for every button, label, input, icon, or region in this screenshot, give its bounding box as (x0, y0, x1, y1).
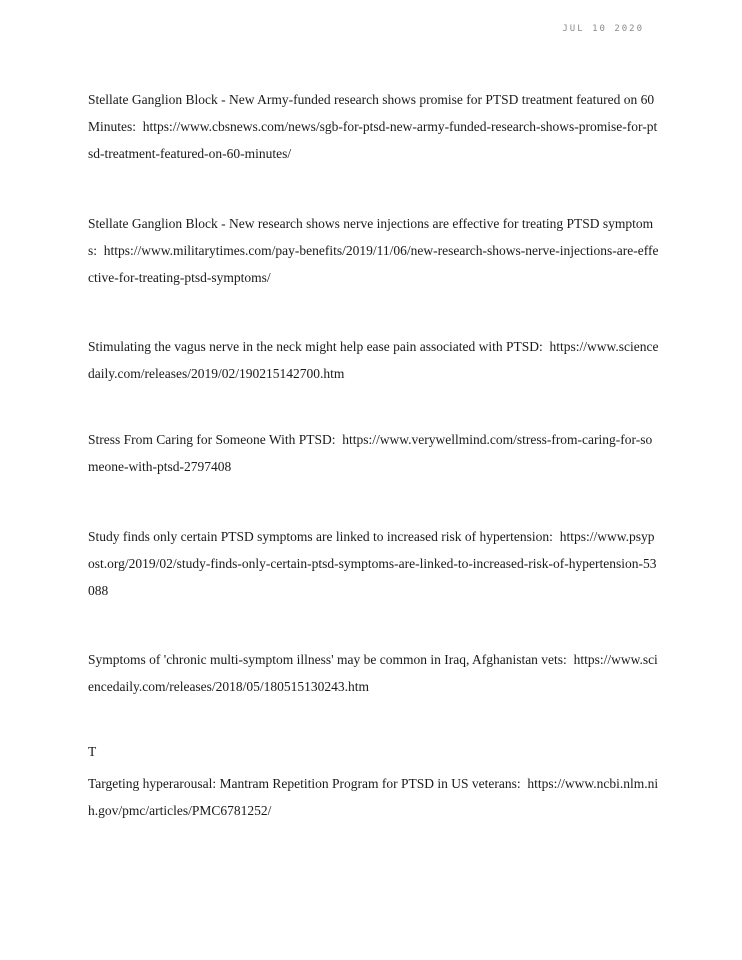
reference-title: Stimulating the vagus nerve in the neck might help ease pain associated with PTSD: (88, 339, 543, 354)
reference-link[interactable]: https://www.ncbi.nlm.nih.gov/pmc/articles/PMC6781252/ (88, 776, 659, 818)
reference-title: Stress From Caring for Someone With PTSD: (88, 432, 336, 447)
reference-link[interactable]: https://www.psypost.org/2019/02/study-finds-only-certain-ptsd-symptoms-are-linked-to-increased-risk-of-hypertension-53088 (88, 529, 657, 598)
reference-entry (88, 86, 660, 167)
reference-link[interactable]: https://www.sciencedaily.com/releases/2018/05/180515130243.htm (88, 652, 658, 694)
reference-entry (88, 210, 660, 291)
reference-entry (88, 770, 660, 824)
reference-title: Symptoms of 'chronic multi-symptom illness' may be common in Iraq, Afghanistan vets: (88, 652, 567, 667)
reference-link[interactable]: https://www.militarytimes.com/pay-benefits/2019/11/06/new-research-shows-nerve-injections-are-effective-for-treating-ptsd-symptoms/ (88, 243, 659, 285)
reference-title: Study finds only certain PTSD symptoms are linked to increased risk of hypertension: (88, 529, 553, 544)
reference-entry (88, 426, 660, 480)
reference-entry (88, 333, 660, 387)
reference-entry (88, 646, 660, 700)
reference-link[interactable]: https://www.verywellmind.com/stress-from-caring-for-someone-with-ptsd-2797408 (88, 432, 653, 474)
reference-title: Targeting hyperarousal: Mantram Repetition Program for PTSD in US veterans: (88, 776, 521, 791)
reference-title: Stellate Ganglion Block - New Army-funded research shows promise for PTSD treatment featured on 60 Minutes: (88, 92, 655, 134)
reference-link[interactable]: https://www.sciencedaily.com/releases/2019/02/190215142700.htm (88, 339, 659, 381)
reference-entry (88, 523, 660, 604)
reference-title: Stellate Ganglion Block - New research shows nerve injections are effective for treating PTSD symptoms: (88, 216, 654, 258)
date-stamp: JUL 10 2020 (562, 24, 644, 34)
reference-list (88, 86, 660, 824)
reference-link[interactable]: https://www.cbsnews.com/news/sgb-for-ptsd-new-army-funded-research-shows-promise-for-ptsd-treatment-featured-on-60-minutes/ (88, 119, 658, 161)
section-letter-heading: T (88, 744, 97, 759)
